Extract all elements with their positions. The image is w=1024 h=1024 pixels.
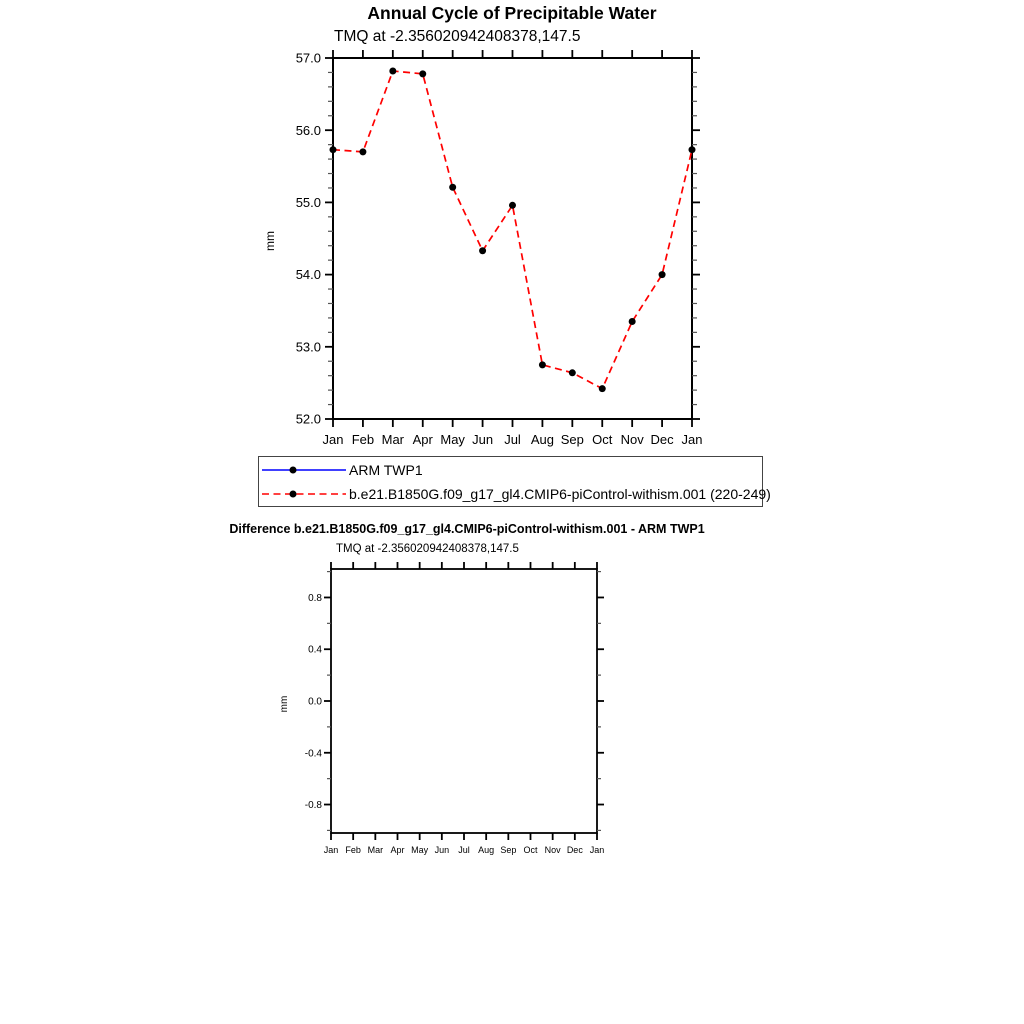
data-point [509,202,516,209]
x-tick-label: Sep [500,845,517,855]
x-tick-label: Jul [504,432,521,447]
y-tick-label: 54.0 [295,267,321,283]
x-tick-label: May [440,432,465,447]
x-tick-label: Sep [560,432,584,447]
x-tick-label: Apr [412,432,433,447]
x-tick-label: Mar [381,432,405,447]
y-tick-label: 57.0 [295,50,321,66]
x-tick-label: Nov [544,845,561,855]
x-tick-label: Jan [322,432,344,447]
x-tick-label: Dec [650,432,674,447]
x-tick-label: Jun [434,845,450,855]
data-point [599,385,606,392]
legend-box [258,456,771,507]
x-tick-label: Jun [472,432,494,447]
chart-title: Annual Cycle of Precipitable Water [367,3,657,23]
plot-border [333,58,692,419]
x-tick-label: Feb [351,432,375,447]
data-point [449,184,456,191]
data-point [330,146,337,153]
data-point [479,247,486,254]
y-tick-label: -0.4 [304,748,322,760]
x-tick-label: Jan [681,432,703,447]
plot-border [331,569,597,833]
difference-chart-subtitle: TMQ at -2.356020942408378,147.5 [336,543,519,555]
data-point [689,146,696,153]
y-tick-label: 53.0 [295,339,321,355]
data-point [539,361,546,368]
legend-label: ARM TWP1 [349,461,423,478]
legend-line-sample-dashed [259,482,349,506]
y-tick-label: 52.0 [295,411,321,427]
data-point [659,271,666,278]
data-point [359,148,366,155]
legend-item-model [259,482,771,506]
x-tick-label: Nov [620,432,644,447]
legend-marker-dot [290,490,297,497]
y-axis-label: mm [279,695,290,713]
y-tick-label: 0.0 [308,696,322,708]
x-tick-label: Aug [478,845,495,855]
legend-item-arm-twp1 [259,458,762,482]
data-point [389,67,396,74]
difference-chart-title: Difference b.e21.B1850G.f09_g17_gl4.CMIP6-piControl-withism.001 - ARM TWP1 [229,522,705,536]
y-tick-label: 56.0 [295,122,321,138]
chart-subtitle: TMQ at -2.356020942408378,147.5 [334,28,581,45]
y-tick-label: 0.4 [308,644,322,656]
y-axis-label: mm [263,231,277,251]
data-point [569,369,576,376]
plot-area [263,50,702,447]
x-tick-label: Apr [390,845,405,855]
data-point [419,70,426,77]
series-line [333,71,692,389]
y-tick-label: -0.8 [304,800,322,812]
x-tick-label: Dec [566,845,583,855]
legend-marker-dot [290,466,297,473]
x-tick-label: Oct [592,432,613,447]
x-tick-label: Feb [345,845,361,855]
x-tick-label: May [411,845,429,855]
plot-area [279,562,604,855]
x-tick-label: Jan [589,845,605,855]
x-tick-label: Jul [458,845,470,855]
x-tick-label: Oct [523,845,538,855]
annual-cycle-chart [250,48,730,452]
x-tick-label: Mar [367,845,384,855]
y-tick-label: 55.0 [295,194,321,210]
x-tick-label: Aug [530,432,554,447]
legend-label: b.e21.B1850G.f09_g17_gl4.CMIP6-piControl-withism.001 (220-249) [349,485,771,502]
y-tick-label: 0.8 [308,592,322,604]
legend-line-sample-solid [259,458,349,482]
x-tick-label: Jan [323,845,339,855]
data-point [629,318,636,325]
difference-chart [265,540,625,870]
